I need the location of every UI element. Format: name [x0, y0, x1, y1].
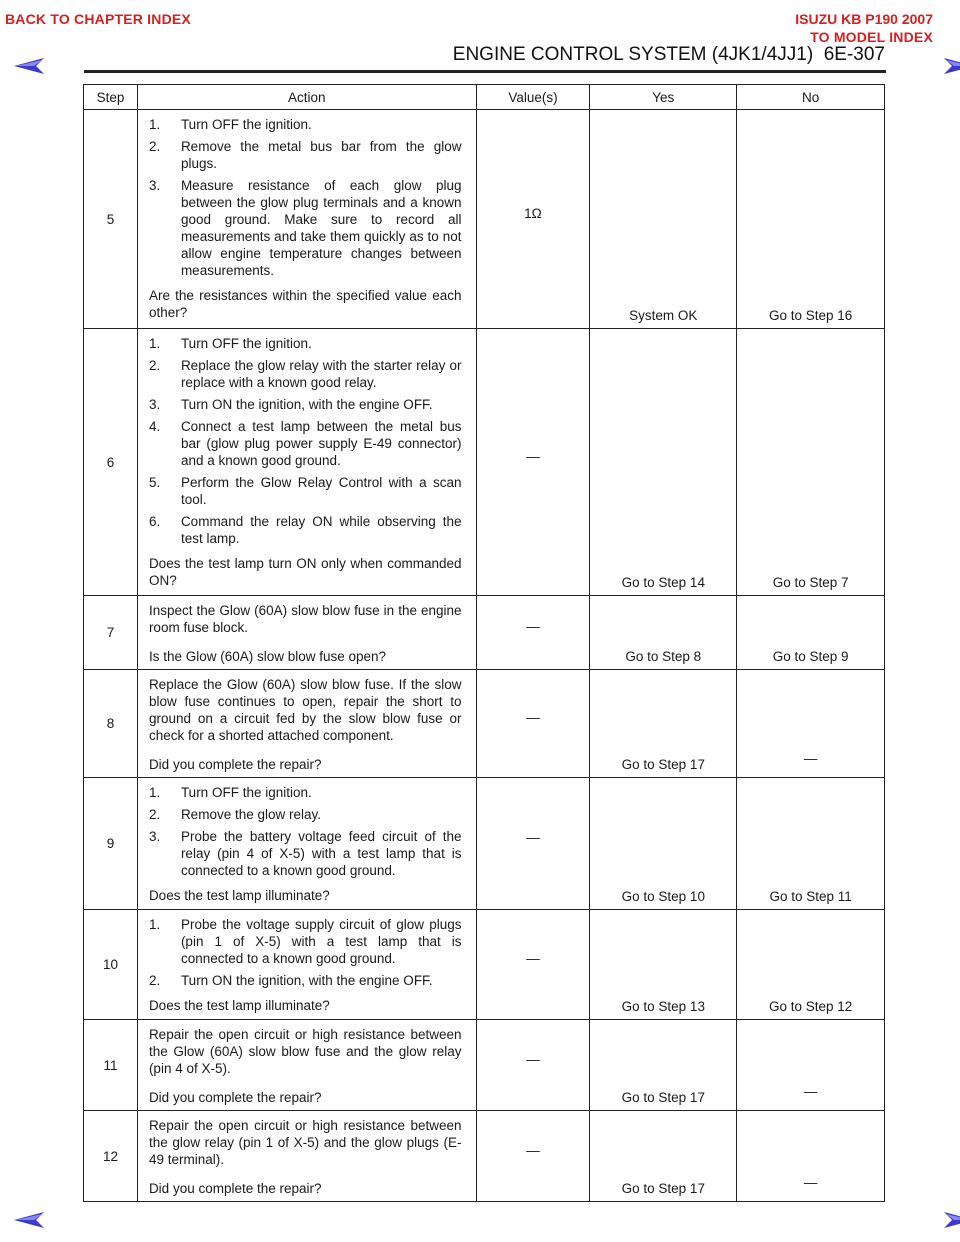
step-value: —: [476, 1111, 590, 1202]
step-value: —: [476, 596, 590, 670]
substep-text: Remove the metal bus bar from the glow plugs.: [180, 139, 462, 171]
yes-result: Go to Step 14: [590, 329, 737, 596]
column-header-no: No: [737, 85, 885, 110]
yes-result: Go to Step 17: [590, 1111, 737, 1202]
substep-text: Connect a test lamp between the metal bus bar (glow plug power supply E-49 connector) and a known good ground.: [180, 419, 462, 468]
table-header-row: [84, 85, 885, 110]
table-row: [84, 1111, 885, 1202]
step-action: [137, 110, 476, 329]
action-instruction: Inspect the Glow (60A) slow blow fuse in the engine room fuse block.: [148, 603, 462, 635]
step-value: —: [476, 910, 590, 1020]
table-row: [84, 329, 885, 596]
no-result: —: [737, 1111, 885, 1202]
action-instruction: Repair the open circuit or high resistance between the glow relay (pin 1 of X-5) and the glow plugs (E-49 terminal).: [148, 1118, 462, 1167]
substep-item: 3. Turn ON the ignition, with the engine OFF.: [148, 397, 433, 412]
step-action: [137, 1111, 476, 1202]
step-action: [137, 910, 476, 1020]
column-header-values: Value(s): [476, 85, 590, 110]
substep-text: Measure resistance of each glow plug between the glow plug terminals and a known good ground. Make sure to record all measurements and take them quickly as to not allow engine temperature changes between measurements.: [180, 178, 462, 278]
substep-item: 3. Measure resistance of each glow plug between the glow plug terminals and a known good ground. Make sure to record all measurements and take them quickly as to not allow engine temperature changes between measurements.: [148, 178, 462, 278]
step-action: [137, 778, 476, 910]
substep-item: 3. Probe the battery voltage feed circuit of the relay (pin 4 of X-5) with a test lamp that is connected to a known good ground.: [148, 829, 462, 878]
action-question: Does the test lamp turn ON only when commanded ON?: [148, 556, 462, 588]
column-header-action: Action: [137, 85, 476, 110]
step-action: [137, 329, 476, 596]
substep-item: 1. Turn OFF the ignition.: [148, 117, 312, 132]
substep-text: Probe the voltage supply circuit of glow plugs (pin 1 of X-5) with a test lamp that is connected to a known good ground.: [180, 917, 462, 966]
substep-list: [149, 916, 462, 989]
no-result: Go to Step 16: [737, 110, 885, 329]
substep-item: 1. Probe the voltage supply circuit of glow plugs (pin 1 of X-5) with a test lamp that is connected to a known good ground.: [148, 917, 462, 966]
substep-text: Perform the Glow Relay Control with a scan tool.: [180, 475, 462, 507]
table-row: [84, 596, 885, 670]
substep-text: Turn ON the ignition, with the engine OFF.: [180, 397, 433, 412]
action-question: Are the resistances within the specified value each other?: [148, 288, 462, 320]
step-value: —: [476, 778, 590, 910]
no-result: Go to Step 11: [737, 778, 885, 910]
action-question: Does the test lamp illuminate?: [148, 998, 330, 1013]
step-value: —: [476, 1020, 590, 1111]
substep-text: Turn OFF the ignition.: [180, 117, 312, 132]
step-action: [137, 670, 476, 778]
diagnostic-steps-table: [83, 84, 885, 1202]
step-value: —: [476, 670, 590, 778]
no-result: Go to Step 12: [737, 910, 885, 1020]
step-number: 12: [84, 1111, 138, 1202]
substep-item: 1. Turn OFF the ignition.: [148, 336, 312, 351]
substep-text: Remove the glow relay.: [180, 807, 321, 822]
back-to-chapter-index-link[interactable]: BACK TO CHAPTER INDEX: [5, 11, 191, 27]
yes-result: Go to Step 13: [590, 910, 737, 1020]
action-question: Did you complete the repair?: [148, 1090, 322, 1105]
substep-item: 5. Perform the Glow Relay Control with a scan tool.: [148, 475, 462, 507]
table-row: [84, 910, 885, 1020]
step-number: 5: [84, 110, 138, 329]
substep-list: [149, 116, 462, 279]
step-value: 1Ω: [476, 110, 590, 329]
substep-item: 2. Turn ON the ignition, with the engine OFF.: [148, 973, 433, 988]
step-action: [137, 1020, 476, 1111]
section-title: ENGINE CONTROL SYSTEM (4JK1/4JJ1): [452, 44, 814, 65]
substep-list: [149, 784, 462, 879]
step-number: 8: [84, 670, 138, 778]
substep-item: 2. Remove the metal bus bar from the glow plugs.: [148, 139, 462, 171]
header-rule: [84, 70, 886, 73]
yes-result: Go to Step 17: [590, 670, 737, 778]
no-result: —: [737, 670, 885, 778]
table-row: [84, 670, 885, 778]
substep-item: 2. Remove the glow relay.: [148, 807, 321, 822]
substep-list: [149, 335, 462, 547]
to-model-index-link[interactable]: TO MODEL INDEX: [810, 29, 933, 45]
page-number: 6E-307: [823, 44, 885, 65]
step-action: [137, 596, 476, 670]
no-result: —: [737, 1020, 885, 1111]
substep-item: 1. Turn OFF the ignition.: [148, 785, 312, 800]
action-question: Did you complete the repair?: [148, 757, 322, 772]
substep-text: Turn OFF the ignition.: [180, 336, 312, 351]
substep-text: Turn ON the ignition, with the engine OFF.: [180, 973, 433, 988]
yes-result: System OK: [590, 110, 737, 329]
no-result: Go to Step 9: [737, 596, 885, 670]
substep-text: Turn OFF the ignition.: [180, 785, 312, 800]
table-row: [84, 110, 885, 329]
step-value: —: [476, 329, 590, 596]
yes-result: Go to Step 10: [590, 778, 737, 910]
page-header: [0, 44, 960, 66]
step-number: 6: [84, 329, 138, 596]
action-question: Does the test lamp illuminate?: [148, 888, 330, 903]
action-instruction: Replace the Glow (60A) slow blow fuse. If the slow blow fuse continues to open, repair the short to ground on a circuit fed by the slow blow fuse or check for a shorted attached component.: [148, 677, 462, 743]
yes-result: Go to Step 8: [590, 596, 737, 670]
substep-item: 6. Command the relay ON while observing the test lamp.: [148, 514, 462, 546]
substep-item: 2. Replace the glow relay with the starter relay or replace with a known good relay.: [148, 358, 462, 390]
yes-result: Go to Step 17: [590, 1020, 737, 1111]
column-header-yes: Yes: [590, 85, 737, 110]
action-question: Did you complete the repair?: [148, 1181, 322, 1196]
substep-text: Command the relay ON while observing the test lamp.: [180, 514, 462, 546]
model-title: ISUZU KB P190 2007: [795, 11, 933, 27]
action-question: Is the Glow (60A) slow blow fuse open?: [148, 649, 387, 664]
substep-item: 4. Connect a test lamp between the metal bus bar (glow plug power supply E-49 connector) and a known good ground.: [148, 419, 462, 468]
substep-text: Replace the glow relay with the starter relay or replace with a known good relay.: [180, 358, 462, 390]
table-row: [84, 1020, 885, 1111]
table-row: [84, 778, 885, 910]
substep-text: Probe the battery voltage feed circuit of the relay (pin 4 of X-5) with a test lamp that is connected to a known good ground.: [180, 829, 462, 878]
no-result: Go to Step 7: [737, 329, 885, 596]
step-number: 10: [84, 910, 138, 1020]
column-header-step: Step: [84, 85, 138, 110]
step-number: 9: [84, 778, 138, 910]
action-instruction: Repair the open circuit or high resistance between the Glow (60A) slow blow fuse and the glow relay (pin 4 of X-5).: [148, 1027, 462, 1076]
step-number: 11: [84, 1020, 138, 1111]
step-number: 7: [84, 596, 138, 670]
